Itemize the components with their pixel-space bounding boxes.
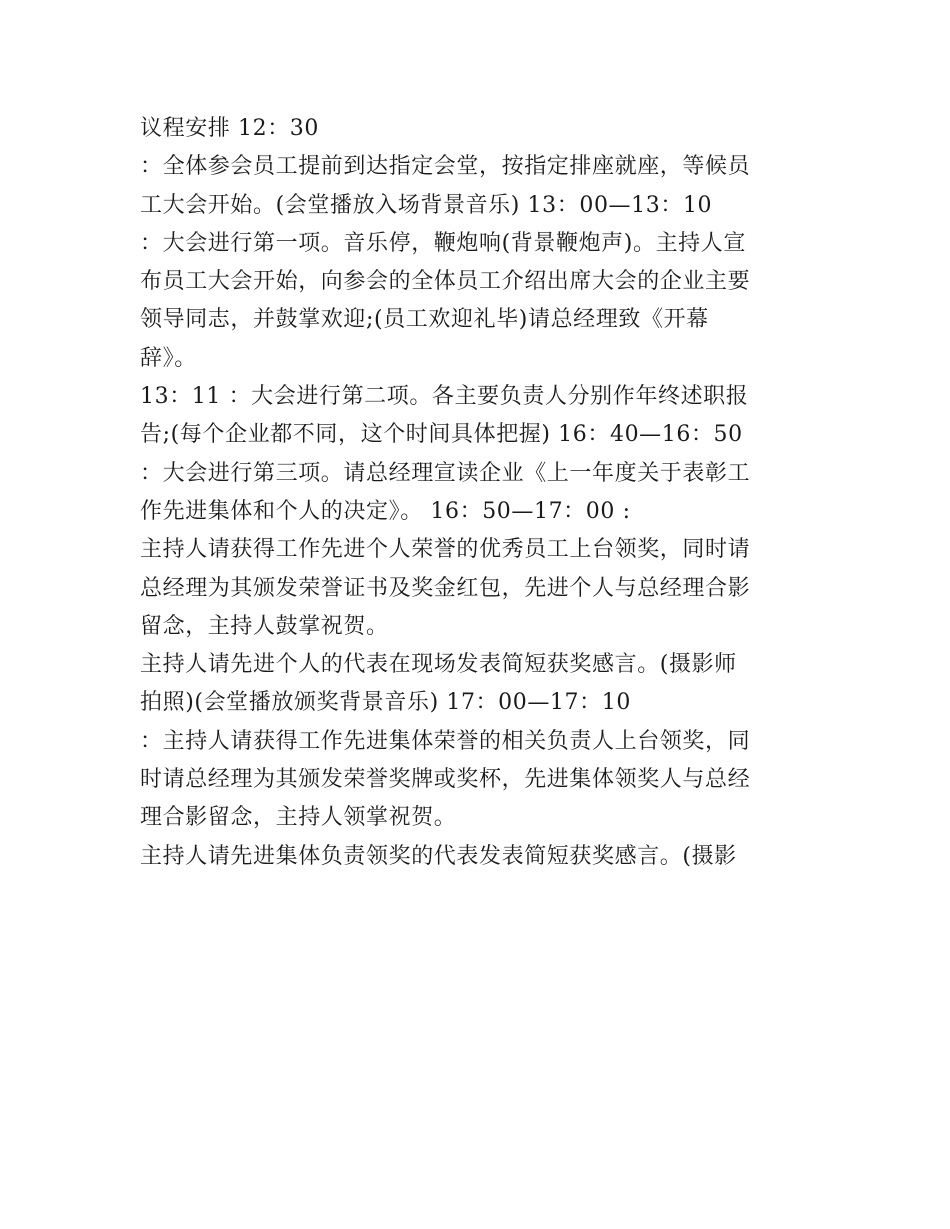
text-line: 主持人请获得工作先进个人荣誉的优秀员工上台领奖，同时请 bbox=[140, 537, 751, 563]
text-line: ：大会进行第三项。请总经理宣读企业《上一年度关于表彰工 bbox=[140, 460, 751, 486]
text-line: 辞》。 bbox=[140, 345, 197, 371]
text-line: 理合影留念，主持人领掌祝贺。 bbox=[140, 805, 457, 831]
text-line: 13：11 ：大会进行第二项。各主要负责人分别作年终述职报 bbox=[140, 384, 749, 410]
text-line: 主持人请先进个人的代表在现场发表简短获奖感言。(摄影师 bbox=[140, 652, 737, 678]
text-line: 领导同志，并鼓掌欢迎;(员工欢迎礼毕)请总经理致《开幕 bbox=[140, 307, 709, 333]
text-line: ：大会进行第一项。音乐停，鞭炮响(背景鞭炮声)。主持人宣 bbox=[140, 230, 746, 256]
document-body bbox=[140, 110, 820, 876]
text-line: 拍照)(会堂播放颁奖背景音乐) 17：00—17：10 bbox=[140, 690, 631, 716]
text-line: 告;(每个企业都不同，这个时间具体把握) 16：40—16：50 bbox=[140, 422, 743, 448]
text-line: 作先进集体和个人的决定》。 16：50—17：00 : bbox=[140, 498, 631, 524]
text-line: 工大会开始。(会堂播放入场背景音乐) 13：00—13：10 bbox=[140, 192, 713, 218]
text-line: 时请总经理为其颁发荣誉奖牌或奖杯，先进集体领奖人与总经 bbox=[140, 767, 751, 793]
text-line: 布员工大会开始，向参会的全体员工介绍出席大会的企业主要 bbox=[140, 269, 751, 295]
text-line: 总经理为其颁发荣誉证书及奖金红包，先进个人与总经理合影 bbox=[140, 575, 751, 601]
text-line: 议程安排 12：30 bbox=[140, 116, 319, 141]
text-line: ：主持人请获得工作先进集体荣誉的相关负责人上台领奖，同 bbox=[140, 728, 751, 754]
text-line: 主持人请先进集体负责领奖的代表发表简短获奖感言。(摄影 bbox=[140, 843, 737, 869]
text-line: ：全体参会员工提前到达指定会堂，按指定排座就座，等候员 bbox=[140, 154, 751, 180]
text-line: 留念，主持人鼓掌祝贺。 bbox=[140, 613, 389, 639]
